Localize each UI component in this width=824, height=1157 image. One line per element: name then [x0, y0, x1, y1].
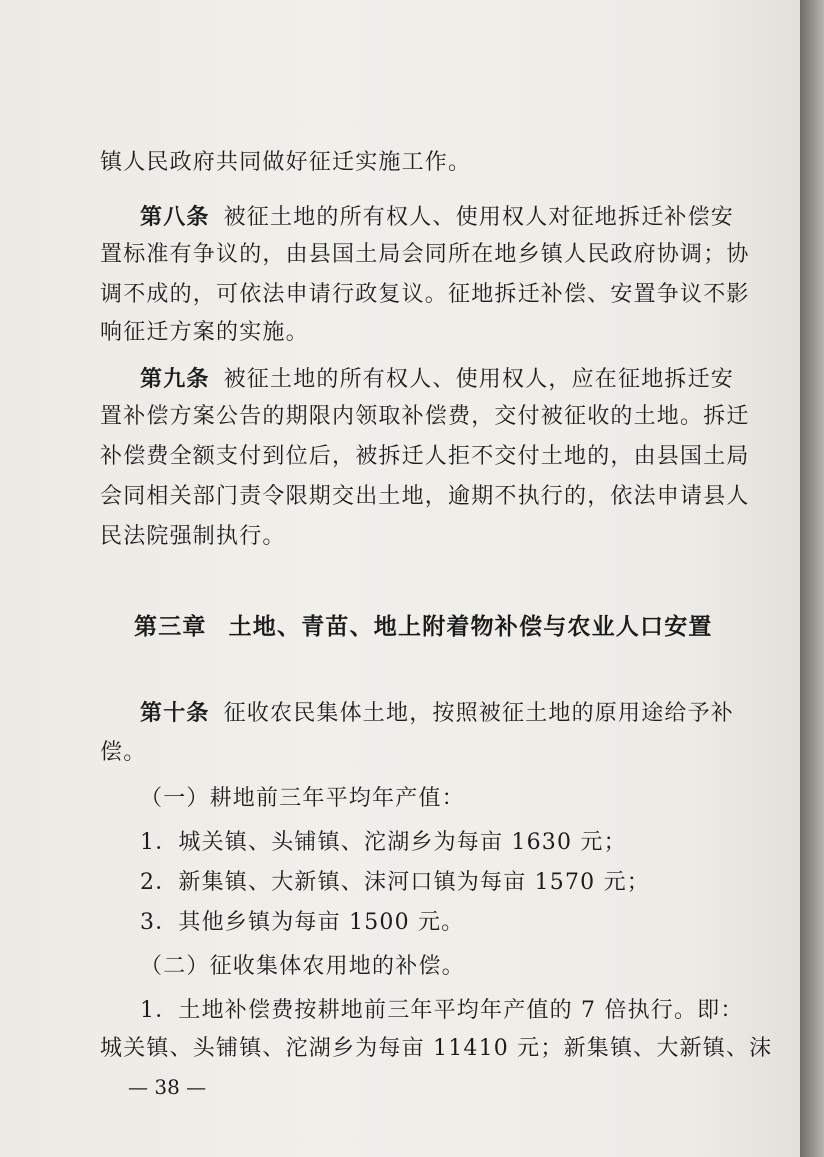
text-line: 1．土地补偿费按耕地前三年平均年产值的 7 倍执行。即： — [140, 998, 744, 1023]
text-line: 第九条 被征土地的所有权人、使用权人，应在征地拆迁安 — [140, 366, 735, 392]
article-label: 第十条 — [140, 700, 210, 726]
text-line: 城关镇、头铺镇、沱湖乡为每亩 11410 元；新集镇、大新镇、沫 — [100, 1036, 773, 1061]
article-label: 第九条 — [140, 366, 210, 392]
text-line: 补偿费全额支付到位后，被拆迁人拒不交付土地的，由县国土局 — [100, 444, 750, 469]
chapter-heading: 第三章 土地、青苗、地上附着物补偿与农业人口安置 — [134, 613, 713, 640]
book-edge — [800, 0, 824, 1157]
article-label: 第八条 — [140, 204, 210, 230]
text-line: 调不成的，可依法申请行政复议。征地拆迁补偿、安置争议不影 — [100, 282, 750, 307]
text-line: 响征迁方案的实施。 — [100, 320, 309, 345]
text-line: 偿。 — [100, 740, 147, 765]
page-number: — 38 — — [128, 1075, 207, 1099]
text-line: 2．新集镇、大新镇、沫河口镇为每亩 1570 元； — [140, 870, 650, 895]
text-line: 第八条 被征土地的所有权人、使用权人对征地拆迁补偿安 — [140, 204, 735, 230]
chapter-label: 第三章 — [134, 613, 207, 640]
text-line: 第十条 征收农民集体土地，按照被征土地的原用途给予补 — [140, 700, 735, 726]
text-line: 3．其他乡镇为每亩 1500 元。 — [140, 910, 465, 935]
text-line: 置标准有争议的，由县国土局会同所在地乡镇人民政府协调；协 — [100, 242, 750, 267]
text-line: 1．城关镇、头铺镇、沱湖乡为每亩 1630 元； — [140, 830, 627, 855]
text-line: （一）耕地前三年平均年产值： — [140, 786, 465, 811]
text-line: 会同相关部门责令限期交出土地，逾期不执行的，依法申请县人 — [100, 484, 750, 509]
text-line: 民法院强制执行。 — [100, 524, 286, 549]
text-line: 镇人民政府共同做好征迁实施工作。 — [100, 150, 472, 175]
text-line: （二）征收集体农用地的补偿。 — [140, 954, 465, 979]
text-line: 置补偿方案公告的期限内领取补偿费，交付被征收的土地。拆迁 — [100, 404, 750, 429]
